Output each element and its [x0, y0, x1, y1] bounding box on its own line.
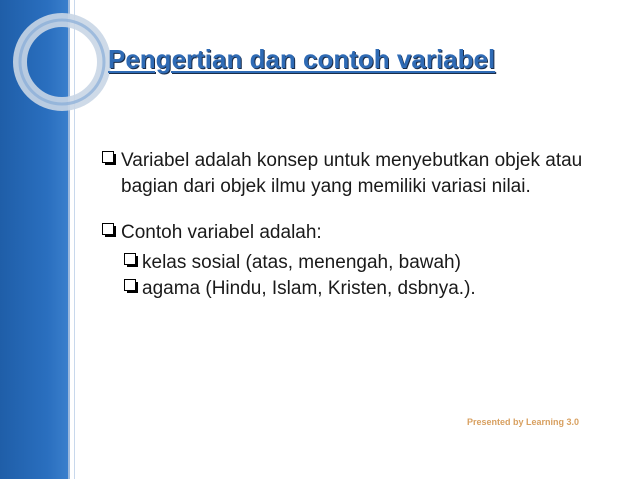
checkbox-bullet-icon	[124, 279, 138, 293]
sub-bullet-item	[96, 276, 616, 302]
bullet-item-definition	[96, 148, 616, 200]
slide-content	[96, 148, 616, 302]
sub-bullet-text: agama (Hindu, Islam, Kristen, dsbnya.).	[142, 278, 476, 299]
checkbox-bullet-icon	[102, 151, 116, 165]
bullet-text: Contoh variabel adalah:	[121, 222, 322, 243]
slide-title: Pengertian dan contoh variabel	[108, 44, 496, 74]
checkbox-bullet-icon	[124, 253, 138, 267]
bullet-item-examples	[96, 220, 616, 246]
sub-bullet-text: kelas sosial (atas, menengah, bawah)	[142, 252, 461, 273]
bullet-text: Variabel adalah konsep untuk menyebutkan objek atau bagian dari objek ilmu yang memiliki variasi nilai.	[121, 150, 583, 197]
checkbox-bullet-icon	[102, 223, 116, 237]
sub-bullet-item	[96, 250, 616, 276]
footer-credit: Presented by Learning 3.0	[467, 417, 580, 427]
